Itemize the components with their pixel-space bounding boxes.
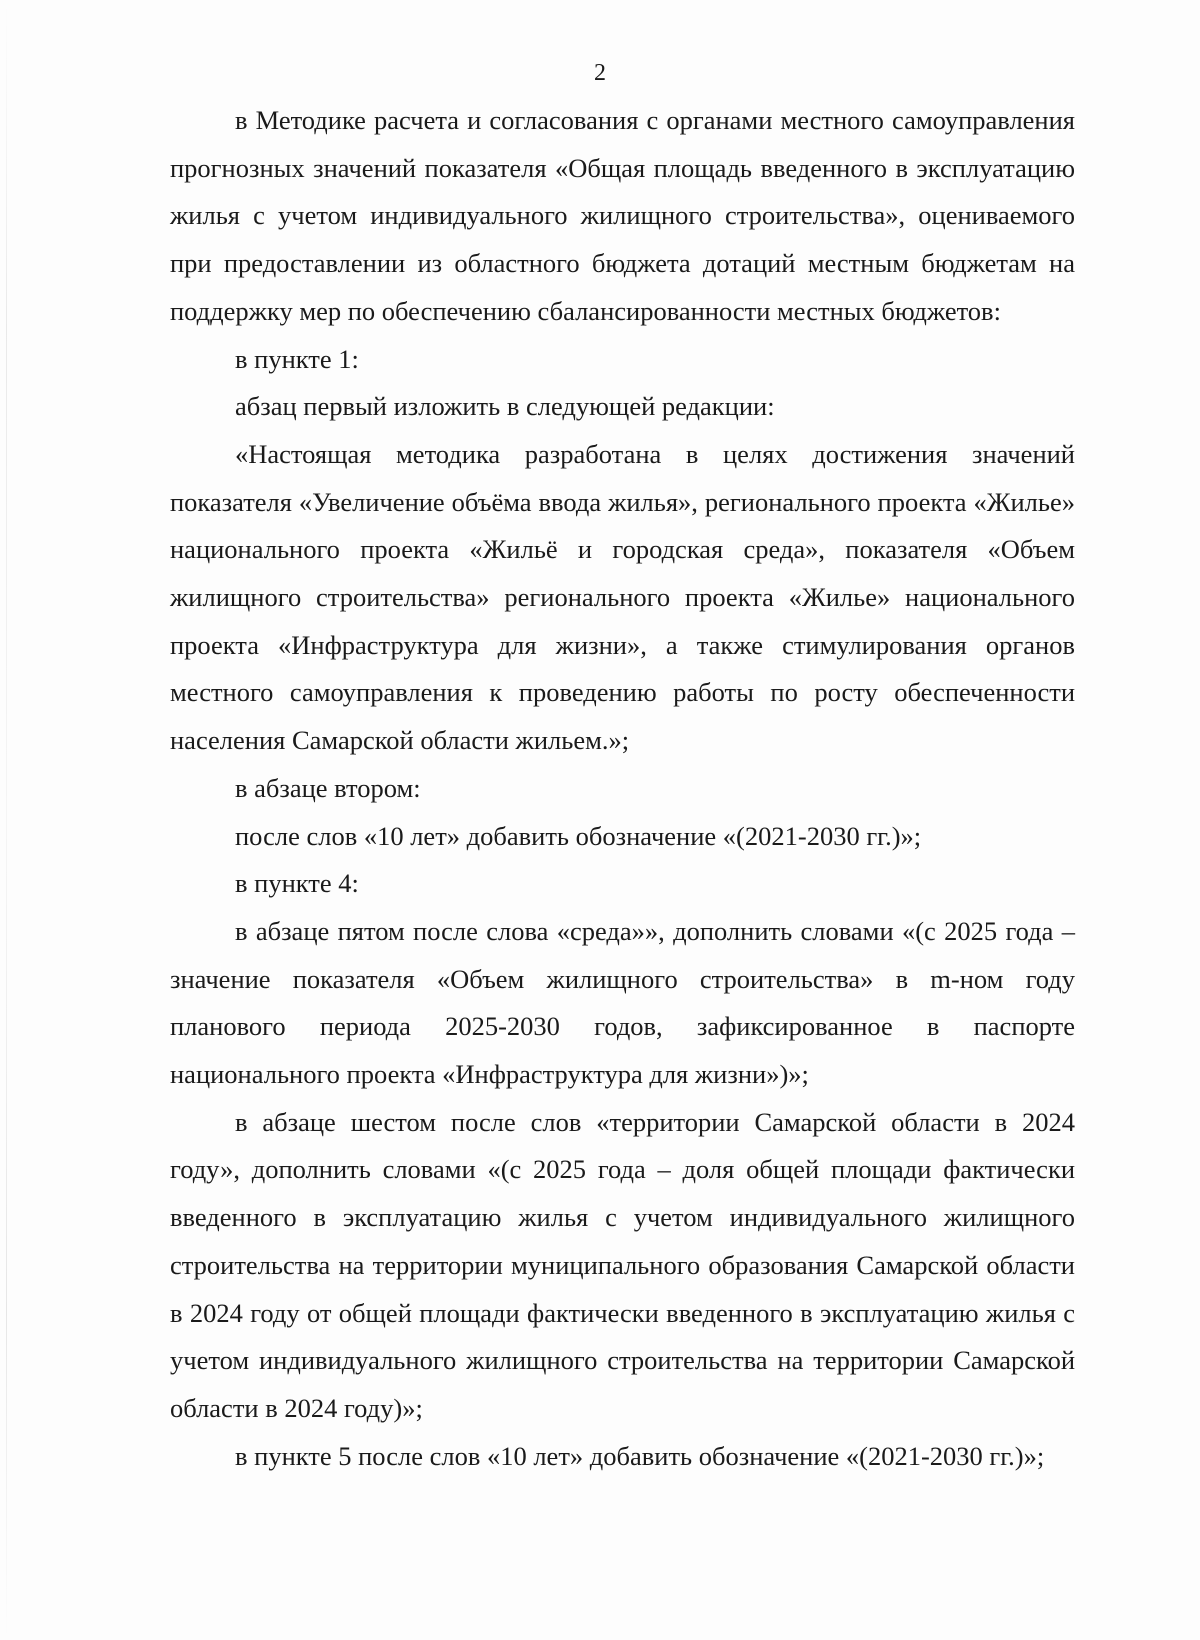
document-body [170,97,1075,1480]
paragraph-new-wording: «Настоящая методика разработана в целях достижения значений показателя «Увеличение объёма ввода жилья», регионального проекта «Жилье» национального проекта «Жильё и городская среда», показателя «Объем жилищного строительства» регионального проекта «Жилье» национального проекта «Инфраструктура для жизни», а также стимулирования органов местного самоуправления к проведению работы по росту обеспеченности населения Самарской области жильем.»; [170,438,1075,756]
paragraph-first-subparagraph: абзац первый изложить в следующей редакции: [235,391,775,422]
paragraph-sixth-subparagraph: в абзаце шестом после слов «территории Самарской области в 2024 году», дополнить словами «(с 2025 года – доля общей площади фактически введенного в эксплуатацию жилья с учетом индивидуального жилищного строительства на территории муниципального образования Самарской области в 2024 году от общей площади фактически введенного в эксплуатацию жилья с учетом индивидуального жилищного строительства на территории Самарской области в 2024 году)»; [170,1106,1075,1423]
scan-edge-shadow [6,0,7,1640]
paragraph-second-subparagraph: в абзаце втором: [235,772,421,803]
paragraph-point-1: в пункте 1: [235,343,359,374]
paragraph-point-5: в пункте 5 после слов «10 лет» добавить обозначение «(2021-2030 гг.)»; [235,1440,1045,1471]
paragraph-point-4: в пункте 4: [235,868,359,899]
page-number: 2 [594,60,606,86]
paragraph-methodology-intro: в Методике расчета и согласования с органами местного самоуправления прогнозных значений показателя «Общая площадь введенного в эксплуатацию жилья с учетом индивидуального жилищного строительства», оцениваемого при предоставлении из областного бюджета дотаций местным бюджетам на поддержку мер по обеспечению сбалансированности местных бюджетов: [170,105,1075,326]
paragraph-after-10-years: после слов «10 лет» добавить обозначение «(2021-2030 гг.)»; [235,820,922,851]
paragraph-fifth-subparagraph: в абзаце пятом после слова «среда»», дополнить словами «(с 2025 года – значение показателя «Объем жилищного строительства» в m-ном году планового периода 2025-2030 годов, зафиксированное в паспорте национального проекта «Инфраструктура для жизни»)»; [170,915,1075,1090]
